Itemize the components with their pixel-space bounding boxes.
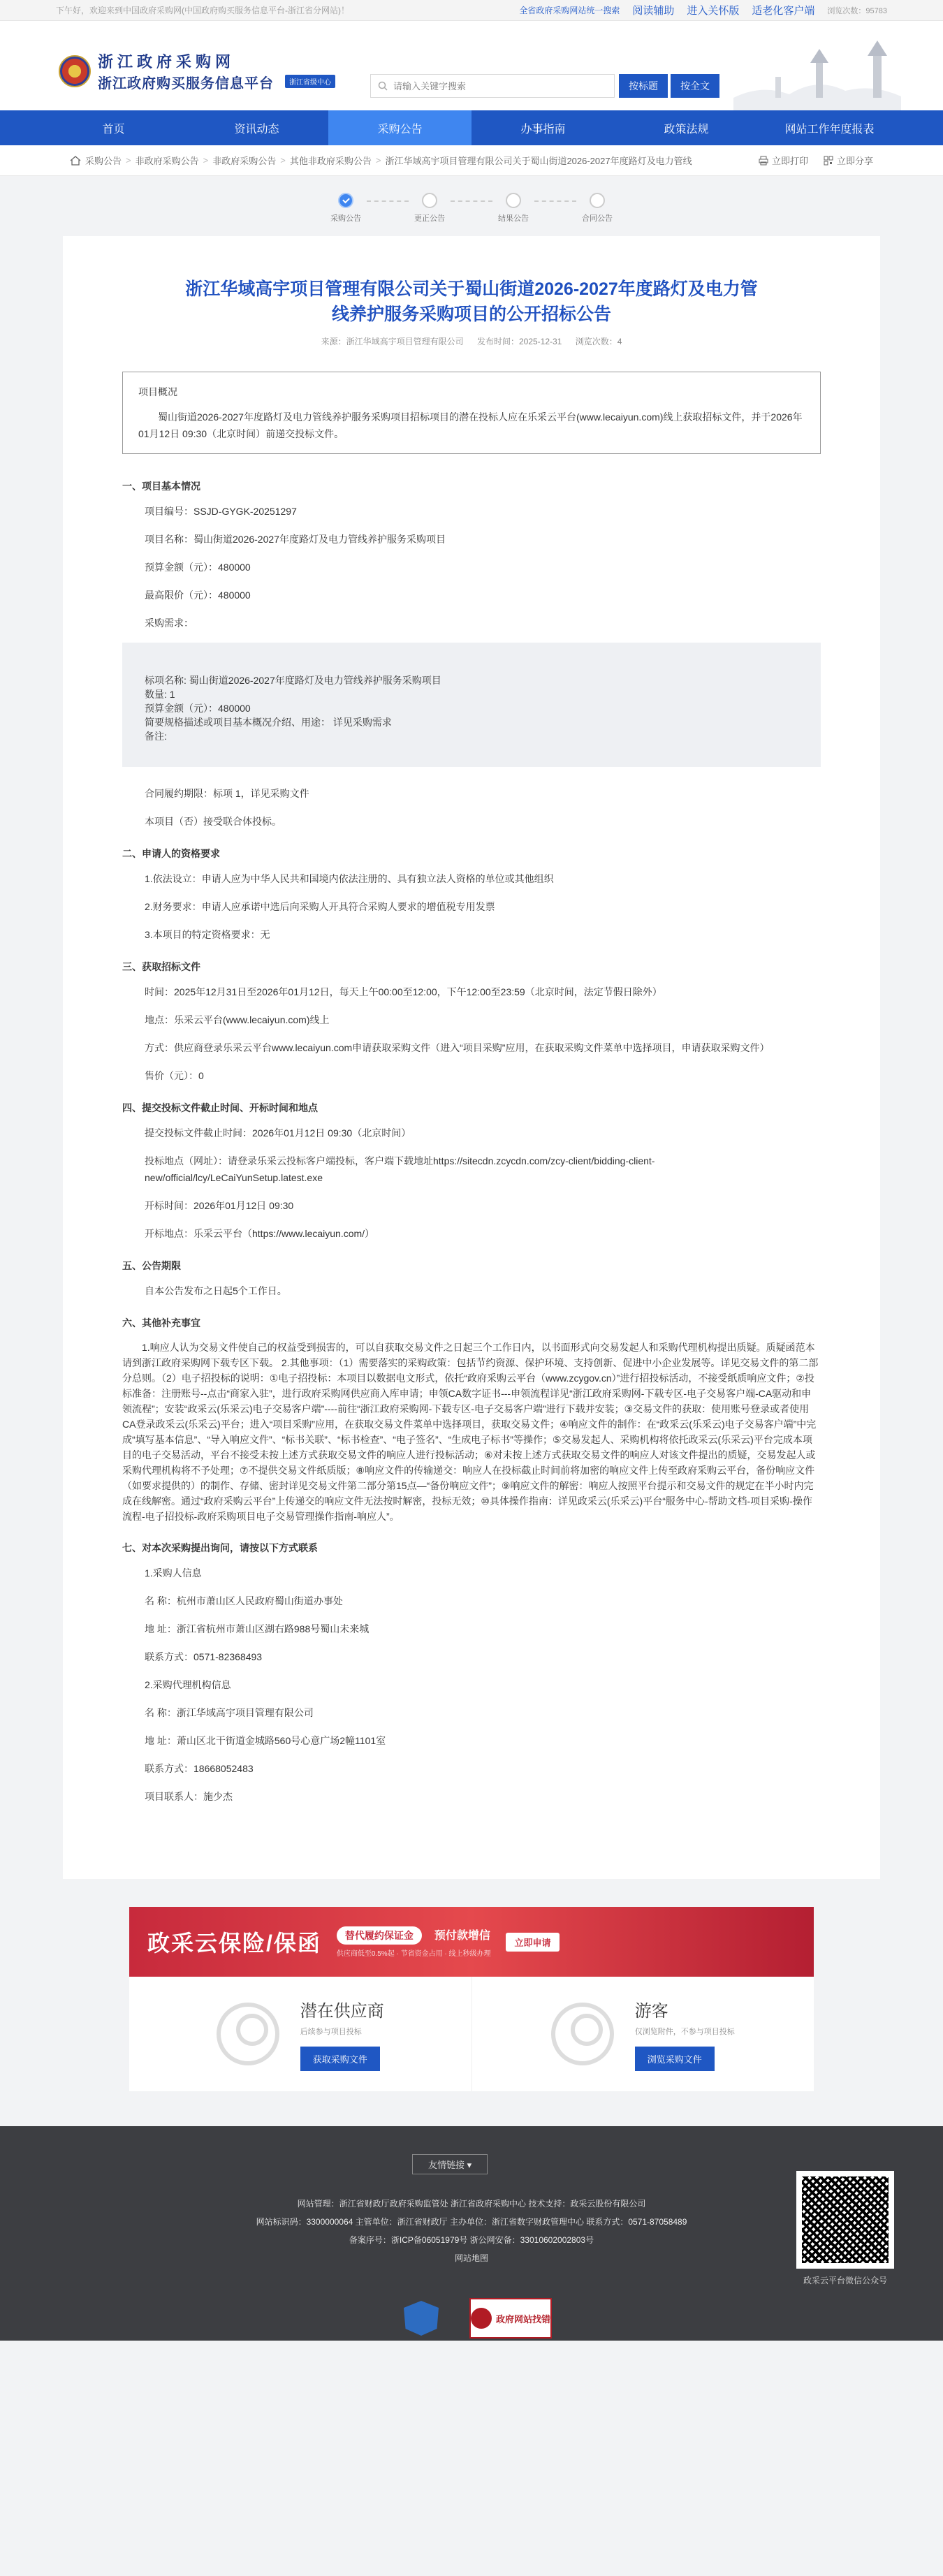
visitor-panel	[472, 1977, 814, 2091]
step-connector	[534, 200, 576, 202]
friendly-links-dropdown[interactable]: 友情链接 ▾	[412, 2154, 488, 2174]
info-line: 2.财务要求：申请人应承诺中选后向采购人开具符合采购人要求的增值税专用发票	[145, 901, 495, 912]
footer-line[interactable]: 备案序号：浙ICP备06051979号 浙公网安备：33010602002803号	[349, 2235, 594, 2245]
step-correction-notice[interactable]	[409, 193, 451, 224]
info-line: 预算金额（元）：480000	[145, 562, 251, 573]
contact-line: 地 址：浙江省杭州市萧山区湖右路988号蜀山未来城	[145, 1623, 370, 1634]
info-line: 最高限价（元）：480000	[145, 590, 251, 601]
nav-guide[interactable]: 办事指南	[520, 123, 566, 136]
step-contract-notice[interactable]	[576, 193, 618, 224]
banner-pill: 替代履约保证金	[337, 1926, 422, 1945]
info-line: 提交投标文件截止时间：2026年01月12日 09:30（北京时间）	[145, 1127, 411, 1139]
get-procurement-file-button[interactable]: 获取采购文件	[300, 2047, 380, 2071]
section-heading: 二、申请人的资格要求	[122, 848, 220, 859]
supplementary-text: 1.响应人认为交易文件使自己的权益受到损害的，可以自获取交易文件之日起三个工作日内，以书面形式向交易发起人和采购代理机构提出质疑。质疑函范本请到浙江政府采购网下载专区下载。 2.其他事项：（1）需要落实的采购政策：包括节约资源、保护环境、支持创新、促进中小企业发展等。详见交易文件的第二部分总则。（2）电子招投标的说明：①电子招投标：本项目以数据电文形式，依托“政府采购云平台（www.zcygov.cn）”进行招投标活动，不接受纸质响应文件；②投标准备：注册账号--点击“商家入驻”，进行政府采购网供应商入库申请；申领CA数字证书---申领流程详见“浙江政府采购网-下载专区-电子交易客户端-CA驱动和申领流程”；安装“政采云(乐采云)电子交易客户端”----前往“浙江政府采购网-下载专区-电子交易客户端”进行下载并安装；③交易文件的获取：使用账号登录或者使用CA登录政采云(乐采云)平台；进入“项目采购”应用，在获取交易文件菜单中选择项目，获取交易文件；④响应文件的制作：在“政采云(乐采云)电子交易客户端”中完成“填写基本信息”、“导入响应文件”、“标书关联”、“标书检查”、“电子签名”、“生成电子标书”等操作；⑤交易发起人、采购机构将依托政采云(乐采云)平台完成本项目的电子交易活动，平台不接受未按上述方式获取交易文件的响应人进行投标活动；⑥对未按上述方式获取交易文件的响应人对该文件提出的质疑，交易发起人或采购代理机构将不予处理；⑦不提供交易文件纸质版；⑧响应文件的传输递交：响应人在投标截止时间前将加密的响应文件上传至政府采购云平台，备份响应文件（如要求提供的）的制作、存储、密封详见交易文件第二部分第15点—“备份响应文件”；⑨响应文件的解密：响应人按照平台提示和交易文件的规定在半小时内完成在线解密。通过“政府采购云平台”上传递交的响应文件无法按时解密，投标无效；⑩具体操作指南：详见政采云(乐采云)平台“服务中心-帮助文档-项目采购-操作流程-电子招投标-政府采购项目电子交易管理操作指南-响应人”。	[122, 1342, 819, 1522]
topbar-link-care-version[interactable]: 进入关怀版	[687, 5, 740, 17]
insurance-banner[interactable]	[129, 1907, 814, 1977]
footer-line: 网站管理：浙江省财政厅政府采购监管处 浙江省政府采购中心 技术支持：政采云股份有限公司	[297, 2199, 646, 2209]
overview-body: 蜀山街道2026-2027年度路灯及电力管线养护服务采购项目招标项目的潜在投标人应在乐采云平台(www.lecaiyun.com)线上获取招标文件，并于2026年01月12日 09:30（北京时间）前递交投标文件。	[138, 411, 803, 439]
info-line: 投标地点（网址）：请登录乐采云投标客户端投标，客户端下载地址https://sitecdn.zcycdn.com/zcy-client/bidding-client-new/official/lcy/LeCaiYunSetup.latest.exe	[145, 1155, 655, 1183]
contact-line: 名 称：浙江华域高宇项目管理有限公司	[145, 1707, 314, 1718]
lot-line: 预算金额（元）：480000	[145, 703, 251, 714]
panel-desc: 后续参与项目投标	[300, 2028, 362, 2036]
breadcrumb-bar	[0, 145, 943, 176]
lot-line: 标项名称: 蜀山街道2026-2027年度路灯及电力管线养护服务采购项目	[145, 675, 441, 686]
topbar	[0, 0, 943, 21]
info-line: 方式：供应商登录乐采云平台www.lecaiyun.com申请获取采购文件（进入“项目采购”应用，在获取采购文件菜单中选择项目，申请获取采购文件）	[145, 1042, 770, 1053]
info-line: 1.依法设立：申请人应为中华人民共和国境内依法注册的、具有独立法人资格的单位或其他组织	[145, 873, 554, 884]
section-heading: 七、对本次采购提出询问，请按以下方式联系	[122, 1542, 318, 1553]
contact-line: 项目联系人：施少杰	[145, 1791, 233, 1802]
topbar-link-elderly-client[interactable]: 适老化客户端	[752, 5, 815, 17]
printer-icon	[759, 156, 768, 166]
supplier-avatar-icon	[217, 2003, 279, 2065]
national-emblem-icon	[59, 55, 91, 87]
contact-line: 联系方式：0571-82368493	[145, 1651, 263, 1662]
step-label: 结果公告	[498, 214, 529, 223]
notice-progress-steps	[0, 176, 943, 236]
info-line: 时间：2025年12月31日至2026年01月12日，每天上午00:00至12:00，下午12:00至23:59（北京时间，法定节假日除外）	[145, 986, 662, 997]
error-report-icon	[471, 2308, 492, 2329]
share-button[interactable]	[824, 154, 873, 167]
article-views: 浏览次数：4	[575, 337, 622, 346]
site-footer	[0, 2126, 943, 2341]
article-meta	[122, 335, 821, 347]
banner-title: 政采云保险/保函	[147, 1931, 321, 1956]
banner-subtext: 供应商低至0.5%起 · 节省资金占用 · 线上秒级办理	[336, 1949, 491, 1958]
breadcrumb-item[interactable]: 其他非政府采购公告	[289, 156, 372, 166]
info-line: 自本公告发布之日起5个工作日。	[145, 1285, 287, 1296]
lot-line: 备注:	[145, 731, 167, 742]
section-heading: 六、其他补充事宜	[122, 1317, 200, 1329]
panel-desc: 仅浏览附件，不参与项目投标	[634, 2028, 735, 2036]
lot-line: 简要规格描述或项目基本概况介绍、用途： 详见采购需求	[145, 717, 392, 728]
step-pending-icon	[506, 193, 521, 208]
banner-apply-button[interactable]: 立即申请	[506, 1933, 559, 1952]
topbar-link-reading-aid[interactable]: 阅读辅助	[632, 5, 675, 17]
section-heading: 一、项目基本情况	[122, 481, 200, 492]
project-overview-box	[122, 372, 821, 454]
potential-supplier-panel	[129, 1977, 472, 2091]
footer-badges	[404, 2298, 552, 2339]
share-label: 立即分享	[836, 156, 873, 166]
requirements-box	[122, 643, 821, 767]
badge-label: 政府网站找错	[496, 2313, 551, 2325]
qr-code-icon	[796, 2171, 894, 2269]
qr-label: 政采云平台微信公众号	[803, 2276, 887, 2285]
info-line: 项目名称：蜀山街道2026-2027年度路灯及电力管线养护服务采购项目	[145, 534, 446, 545]
welcome-text: 下午好，欢迎来到中国政府采购网(中国政府购买服务信息平台-浙江省分网站)！	[56, 6, 349, 15]
topbar-links	[519, 3, 887, 17]
contact-line: 联系方式：18668052483	[145, 1763, 254, 1774]
visitor-avatar-icon	[551, 2003, 614, 2065]
site-header	[0, 21, 943, 110]
contact-line: 2.采购代理机构信息	[145, 1679, 231, 1690]
nav-policy[interactable]: 政策法规	[664, 123, 709, 136]
banner-item2: 预付款增信	[434, 1929, 490, 1942]
step-procurement-notice[interactable]	[325, 193, 367, 224]
overview-heading: 项目概况	[138, 386, 177, 397]
search-bar	[370, 74, 719, 98]
breadcrumb: 采购公告 > 非政府采购公告 > 非政府采购公告 > 其他非政府采购公告 > 浙江华域高宇项目管理有限公司关于蜀山街道2026-2027年度路灯及电力管线	[70, 154, 692, 167]
info-line: 项目编号：SSJD-GYGK-20251297	[145, 506, 297, 517]
logo-tag: 浙江省级中心	[285, 75, 335, 88]
search-box	[370, 74, 615, 98]
contact-line: 1.采购人信息	[145, 1567, 202, 1579]
site-logo[interactable]	[59, 50, 335, 92]
contact-line: 地 址：萧山区北干街道金城路560号心意广场2幢1101室	[145, 1735, 386, 1746]
step-label: 更正公告	[414, 214, 445, 223]
panel-title: 游客	[634, 2002, 668, 2021]
nav-procurement-notice[interactable]: 采购公告	[328, 110, 472, 145]
contact-line: 名 称：杭州市萧山区人民政府蜀山街道办事处	[145, 1595, 343, 1607]
step-done-icon	[338, 193, 353, 208]
logo-line2: 浙江政府购买服务信息平台	[98, 76, 274, 92]
notice-article	[63, 236, 880, 1879]
nav-news[interactable]: 资讯动态	[234, 123, 279, 136]
step-connector	[367, 200, 409, 202]
info-line: 开标地点：乐采云平台（https://www.lecaiyun.com/）	[145, 1228, 375, 1239]
print-button[interactable]	[759, 154, 808, 167]
logo-text	[98, 50, 274, 92]
step-result-notice[interactable]	[492, 193, 534, 224]
search-input[interactable]	[393, 81, 607, 92]
page-actions	[759, 154, 873, 167]
info-line: 本项目（否）接受联合体投标。	[145, 816, 282, 827]
search-full-text-button[interactable]: 按全文	[671, 74, 719, 98]
info-line: 合同履约期限：标项 1，详见采购文件	[145, 788, 309, 799]
step-label: 采购公告	[330, 214, 361, 223]
section-heading: 四、提交投标文件截止时间、开标时间和地点	[122, 1102, 318, 1113]
pagoda-skyline-illustration	[733, 35, 901, 110]
access-options	[129, 1977, 814, 2091]
article-date: 发布时间：2025-12-31	[476, 337, 562, 346]
visit-count: 浏览次数：95783	[827, 6, 887, 15]
main-nav	[0, 110, 943, 145]
banner-offers	[337, 1926, 491, 1958]
info-line: 3.本项目的特定资格要求：无	[145, 929, 270, 940]
footer-line: 网站标识码：3300000064 主管单位：浙江省财政厅 主办单位：浙江省数字财政管理中心 联系方式：0571-87058489	[256, 2217, 687, 2227]
share-icon	[824, 156, 833, 166]
breadcrumb-item[interactable]: 采购公告	[85, 156, 122, 166]
topbar-link-search[interactable]: 全省政府采购网站统一搜索	[519, 6, 620, 15]
article-source: 来源：浙江华域高宇项目管理有限公司	[321, 337, 464, 346]
info-line: 售价（元）：0	[145, 1070, 204, 1081]
info-line: 采购需求：	[145, 617, 193, 629]
step-pending-icon	[422, 193, 437, 208]
browse-procurement-file-button[interactable]: 浏览采购文件	[635, 2047, 715, 2071]
step-pending-icon	[590, 193, 605, 208]
section-heading: 三、获取招标文件	[122, 961, 200, 972]
lot-line: 数量: 1	[145, 689, 175, 700]
breadcrumb-item[interactable]: 非政府采购公告	[135, 156, 199, 166]
nav-home[interactable]: 首页	[102, 123, 125, 136]
breadcrumb-item[interactable]: 非政府采购公告	[212, 156, 277, 166]
page-title: 浙江华域高宇项目管理有限公司关于蜀山街道2026-2027年度路灯及电力管线养护服务采购项目的公开招标公告	[185, 279, 758, 324]
info-line: 开标时间：2026年01月12日 09:30	[145, 1200, 294, 1211]
step-connector	[451, 200, 492, 202]
print-label: 立即打印	[771, 156, 808, 166]
step-label: 合同公告	[582, 214, 613, 223]
search-by-title-button[interactable]: 按标题	[619, 74, 668, 98]
breadcrumb-current: 浙江华域高宇项目管理有限公司关于蜀山街道2026-2027年度路灯及电力管线	[385, 156, 692, 166]
nav-annual-report[interactable]: 网站工作年度报表	[784, 123, 875, 136]
gov-website-error-report-badge[interactable]	[469, 2298, 552, 2339]
search-icon	[378, 81, 388, 91]
sitemap-link[interactable]: 网站地图	[454, 2253, 488, 2263]
friendly-links-label: 友情链接	[428, 2160, 465, 2170]
party-gov-badge-icon[interactable]	[404, 2301, 439, 2336]
logo-line1: 浙江政府采购网	[98, 53, 235, 71]
info-line: 地点：乐采云平台(www.lecaiyun.com)线上	[145, 1014, 330, 1025]
home-icon	[70, 156, 81, 166]
panel-title: 潜在供应商	[300, 2002, 384, 2021]
wechat-qr	[796, 2171, 894, 2286]
section-heading: 五、公告期限	[122, 1260, 181, 1271]
